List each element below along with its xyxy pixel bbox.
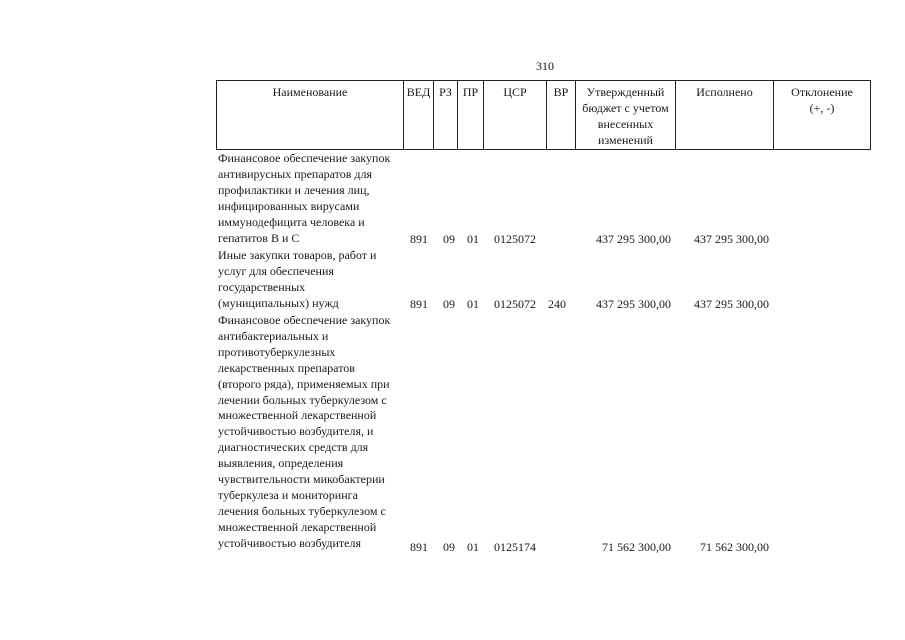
row-ved: 891 — [410, 232, 428, 246]
row-name-line: множественной лекарственной — [218, 408, 377, 423]
row-name-line: диагностических средств для — [218, 440, 369, 455]
row-rz: 09 — [443, 232, 455, 246]
row-name-line: антибактериальных и — [218, 328, 329, 343]
row-name-line: инфицированных вирусами — [218, 198, 360, 213]
header-deviation-line: Отклонение — [791, 85, 853, 99]
header-deviation — [774, 81, 870, 149]
row-name-line: (муниципальных) нужд — [218, 295, 339, 310]
row-name-line: гепатитов В и С — [218, 230, 300, 245]
row-name-line: чувствительности микобактерии — [218, 472, 385, 487]
header-approved-line: бюджет с учетом — [582, 101, 669, 115]
row-name — [218, 248, 404, 312]
row-executed: 437 295 300,00 — [694, 232, 769, 246]
row-approved: 437 295 300,00 — [596, 297, 671, 311]
row-name-line: государственных — [218, 279, 306, 294]
row-name-line: Иные закупки товаров, работ и — [218, 248, 377, 262]
row-name-line: профилактики и лечения лиц, — [218, 182, 370, 197]
row-name-line: лечения больных туберкулезом с — [218, 503, 386, 518]
row-name-line: (второго ряда), применяемых при — [218, 376, 390, 391]
row-name-line: лекарственных препаратов — [218, 360, 355, 375]
row-pr: 01 — [467, 297, 479, 311]
table-header — [216, 80, 871, 150]
header-approved — [576, 81, 676, 149]
row-executed: 71 562 300,00 — [700, 540, 769, 554]
row-name-line: множественной лекарственной — [218, 519, 377, 534]
row-name — [218, 313, 404, 552]
row-name-line: услуг для обеспечения — [218, 263, 334, 278]
row-name-line: устойчивостью возбудителя — [218, 535, 362, 550]
row-rz: 09 — [443, 297, 455, 311]
header-ved: ВЕД — [404, 81, 434, 149]
row-name-line: иммунодефицита человека и — [218, 214, 365, 229]
header-approved-line: изменений — [598, 133, 653, 147]
row-name-line: Финансовое обеспечение закупок — [218, 151, 391, 165]
page-number: 310 — [536, 59, 554, 73]
row-ved: 891 — [410, 540, 428, 554]
header-approved-line: Утвержденный — [586, 85, 665, 99]
row-rz: 09 — [443, 540, 455, 554]
row-name-line: лечении больных туберкулезом с — [218, 392, 387, 407]
row-approved: 71 562 300,00 — [602, 540, 671, 554]
row-name — [218, 151, 404, 246]
row-csr: 0125072 — [494, 297, 536, 311]
row-name-line: противотуберкулезных — [218, 344, 336, 359]
row-executed: 437 295 300,00 — [694, 297, 769, 311]
row-name-line: выявления, определения — [218, 456, 344, 471]
header-deviation-line: (+, -) — [809, 101, 835, 115]
header-approved-line: внесенных — [597, 117, 654, 131]
row-name-line: устойчивостью возбудителя, и — [218, 424, 374, 439]
row-name-line: антивирусных препаратов для — [218, 166, 373, 181]
row-pr: 01 — [467, 540, 479, 554]
header-name: Наименование — [217, 81, 404, 149]
row-name-line: туберкулеза и мониторинга — [218, 487, 358, 502]
header-vr: ВР — [547, 81, 576, 149]
header-csr: ЦСР — [484, 81, 547, 149]
header-executed: Исполнено — [676, 81, 774, 149]
row-csr: 0125174 — [494, 540, 536, 554]
header-rz: РЗ — [434, 81, 458, 149]
row-approved: 437 295 300,00 — [596, 232, 671, 246]
row-name-line: Финансовое обеспечение закупок — [218, 313, 391, 327]
row-pr: 01 — [467, 232, 479, 246]
row-ved: 891 — [410, 297, 428, 311]
header-pr: ПР — [458, 81, 484, 149]
row-csr: 0125072 — [494, 232, 536, 246]
row-vr: 240 — [548, 297, 566, 311]
